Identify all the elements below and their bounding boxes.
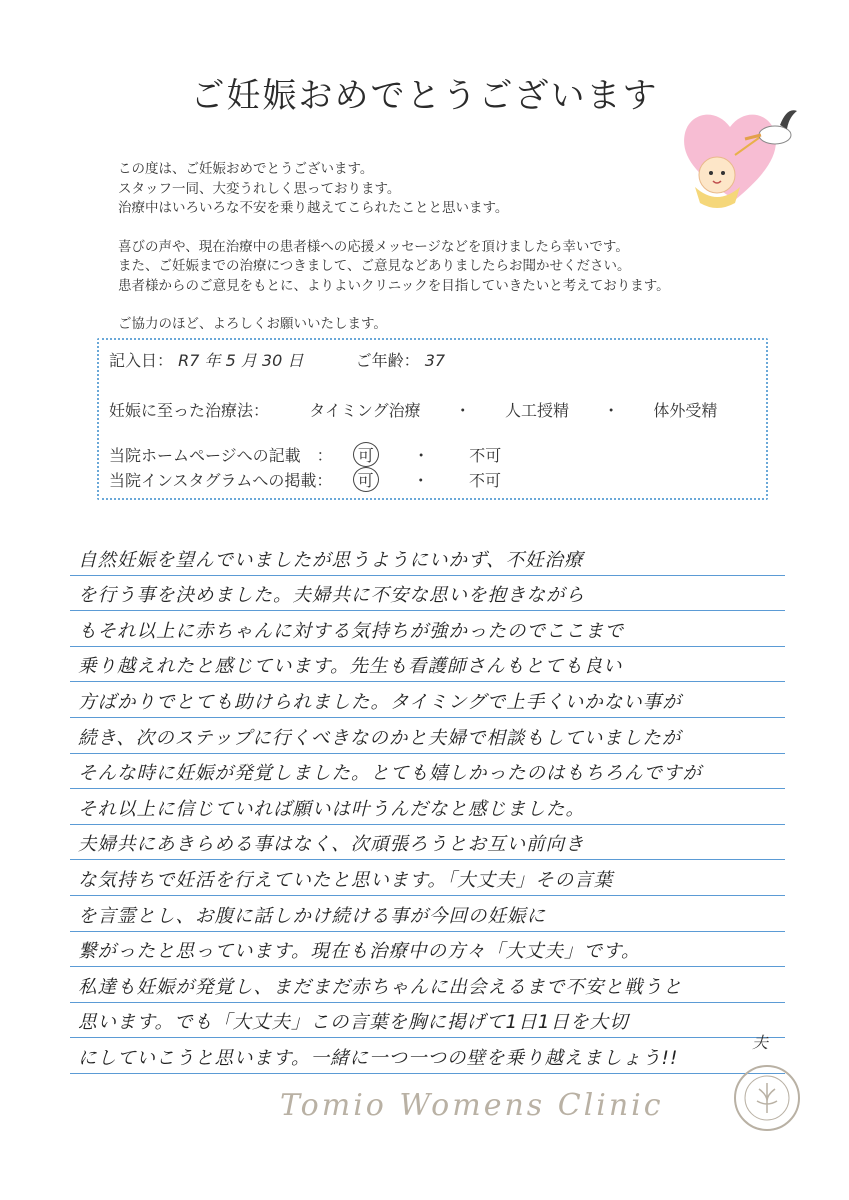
ruled-line	[70, 825, 785, 861]
message-line: 自然妊娠を望んでいましたが思うようにいかず、不妊治療	[78, 549, 584, 571]
message-line: 私達も妊娠が発覚し、まだまだ赤ちゃんに出会えるまで不安と戦うと	[78, 976, 683, 998]
message-line: にしていこうと思います。一緒に一つ一つの壁を乗り越えましょう!!	[78, 1047, 679, 1069]
intro-line: この度は、ご妊娠おめでとうございます。	[118, 161, 374, 177]
form-box	[97, 338, 768, 500]
separator: ・	[412, 471, 429, 490]
signature: 夫	[752, 1033, 769, 1052]
message-line: 夫婦共にあきらめる事はなく、次頑張ろうとお互い前向き	[78, 834, 585, 856]
homepage-label: 当院ホームページへの記載 ：	[109, 446, 333, 465]
homepage-deny: 不可	[469, 446, 502, 465]
ruled-line	[70, 1003, 785, 1039]
separator: ・	[454, 401, 471, 420]
intro-text	[118, 160, 670, 354]
treatment-option-timing: タイミング治療	[309, 401, 421, 420]
message-line: それ以上に信じていれば願いは叶うんだなと感じました。	[78, 798, 586, 820]
ruled-line	[70, 1038, 785, 1074]
ruled-line	[70, 967, 785, 1003]
ruled-line	[70, 932, 785, 968]
message-line: を言霊とし、お腹に話しかけ続ける事が今回の妊娠に	[78, 905, 547, 927]
message-line: な気持ちで妊活を行えていたと思います。「大丈夫」その言葉	[78, 869, 614, 891]
separator: ・	[413, 446, 430, 465]
message-line: 思います。でも「大丈夫」この言葉を胸に掲げて1日1日を大切	[78, 1012, 629, 1034]
ruled-line	[70, 754, 785, 790]
message-line: そんな時に妊娠が発覚しました。とても嬉しかったのはもちろんですが	[78, 763, 703, 785]
intro-line: 患者様からのご意見をもとに、よりよいクリニックを目指していきたいと考えております。	[118, 277, 670, 294]
stork-baby-illustration	[675, 95, 805, 219]
separator: ・	[603, 401, 620, 420]
message-line: もそれ以上に赤ちゃんに対する気持ちが強かったのでここまで	[78, 620, 625, 642]
ruled-line	[70, 540, 785, 576]
message-line: を行う事を決めました。夫婦共に不安な思いを抱きながら	[78, 585, 586, 607]
intro-line: また、ご妊娠までの治療につきまして、ご意見などありましたらお聞かせください。	[118, 258, 631, 274]
treatment-row	[109, 398, 717, 421]
ruled-line	[70, 789, 785, 825]
instagram-label: 当院インスタグラムへの掲載：	[109, 471, 333, 490]
ruled-line	[70, 682, 785, 718]
treatment-option-iui: 人工授精	[504, 401, 569, 420]
clinic-emblem-icon	[732, 1063, 802, 1137]
treatment-label: 妊娠に至った治療法：	[109, 401, 270, 420]
ruled-line	[70, 896, 785, 932]
age-label: ご年齢：	[355, 351, 420, 370]
date-value: R7 年 5 月 30 日	[178, 351, 304, 370]
date-row	[109, 348, 445, 371]
treatment-option-ivf: 体外受精	[653, 401, 718, 420]
message-line: 方ばかりでとても助けられました。タイミングで上手くいかない事が	[78, 691, 682, 713]
page-title: ご妊娠おめでとうございます	[190, 76, 659, 116]
message-line: 乗り越えれたと感じています。先生も看護師さんもとても良い	[78, 656, 623, 678]
message-lines	[70, 540, 785, 1074]
instagram-allow-circled: 可	[353, 467, 379, 492]
ruled-line	[70, 860, 785, 896]
ruled-line	[70, 611, 785, 647]
homepage-row	[109, 442, 501, 467]
instagram-deny: 不可	[468, 471, 501, 490]
message-line: 続き、次のステップに行くべきなのかと夫婦で相談もしていましたが	[78, 727, 682, 749]
intro-line: 喜びの声や、現在治療中の患者様への応援メッセージなどを頂けましたら幸いです。	[118, 238, 629, 255]
date-label: 記入日：	[109, 351, 174, 370]
ruled-line	[70, 576, 785, 612]
ruled-line	[70, 718, 785, 754]
intro-line: スタッフ一同、大変うれしく思っております。	[118, 180, 401, 197]
intro-line: 治療中はいろいろな不安を乗り越えてこられたことと思います。	[118, 200, 509, 216]
instagram-row	[109, 467, 501, 492]
age-value: 37	[424, 351, 446, 370]
message-line: 繋がったと思っています。現在も治療中の方々「大丈夫」です。	[78, 941, 641, 963]
ruled-line	[70, 647, 785, 683]
clinic-logo: Tomio Womens Clinic	[280, 1088, 664, 1123]
intro-line: ご協力のほど、よろしくお願いいたします。	[118, 316, 387, 332]
homepage-allow-circled: 可	[353, 442, 379, 467]
